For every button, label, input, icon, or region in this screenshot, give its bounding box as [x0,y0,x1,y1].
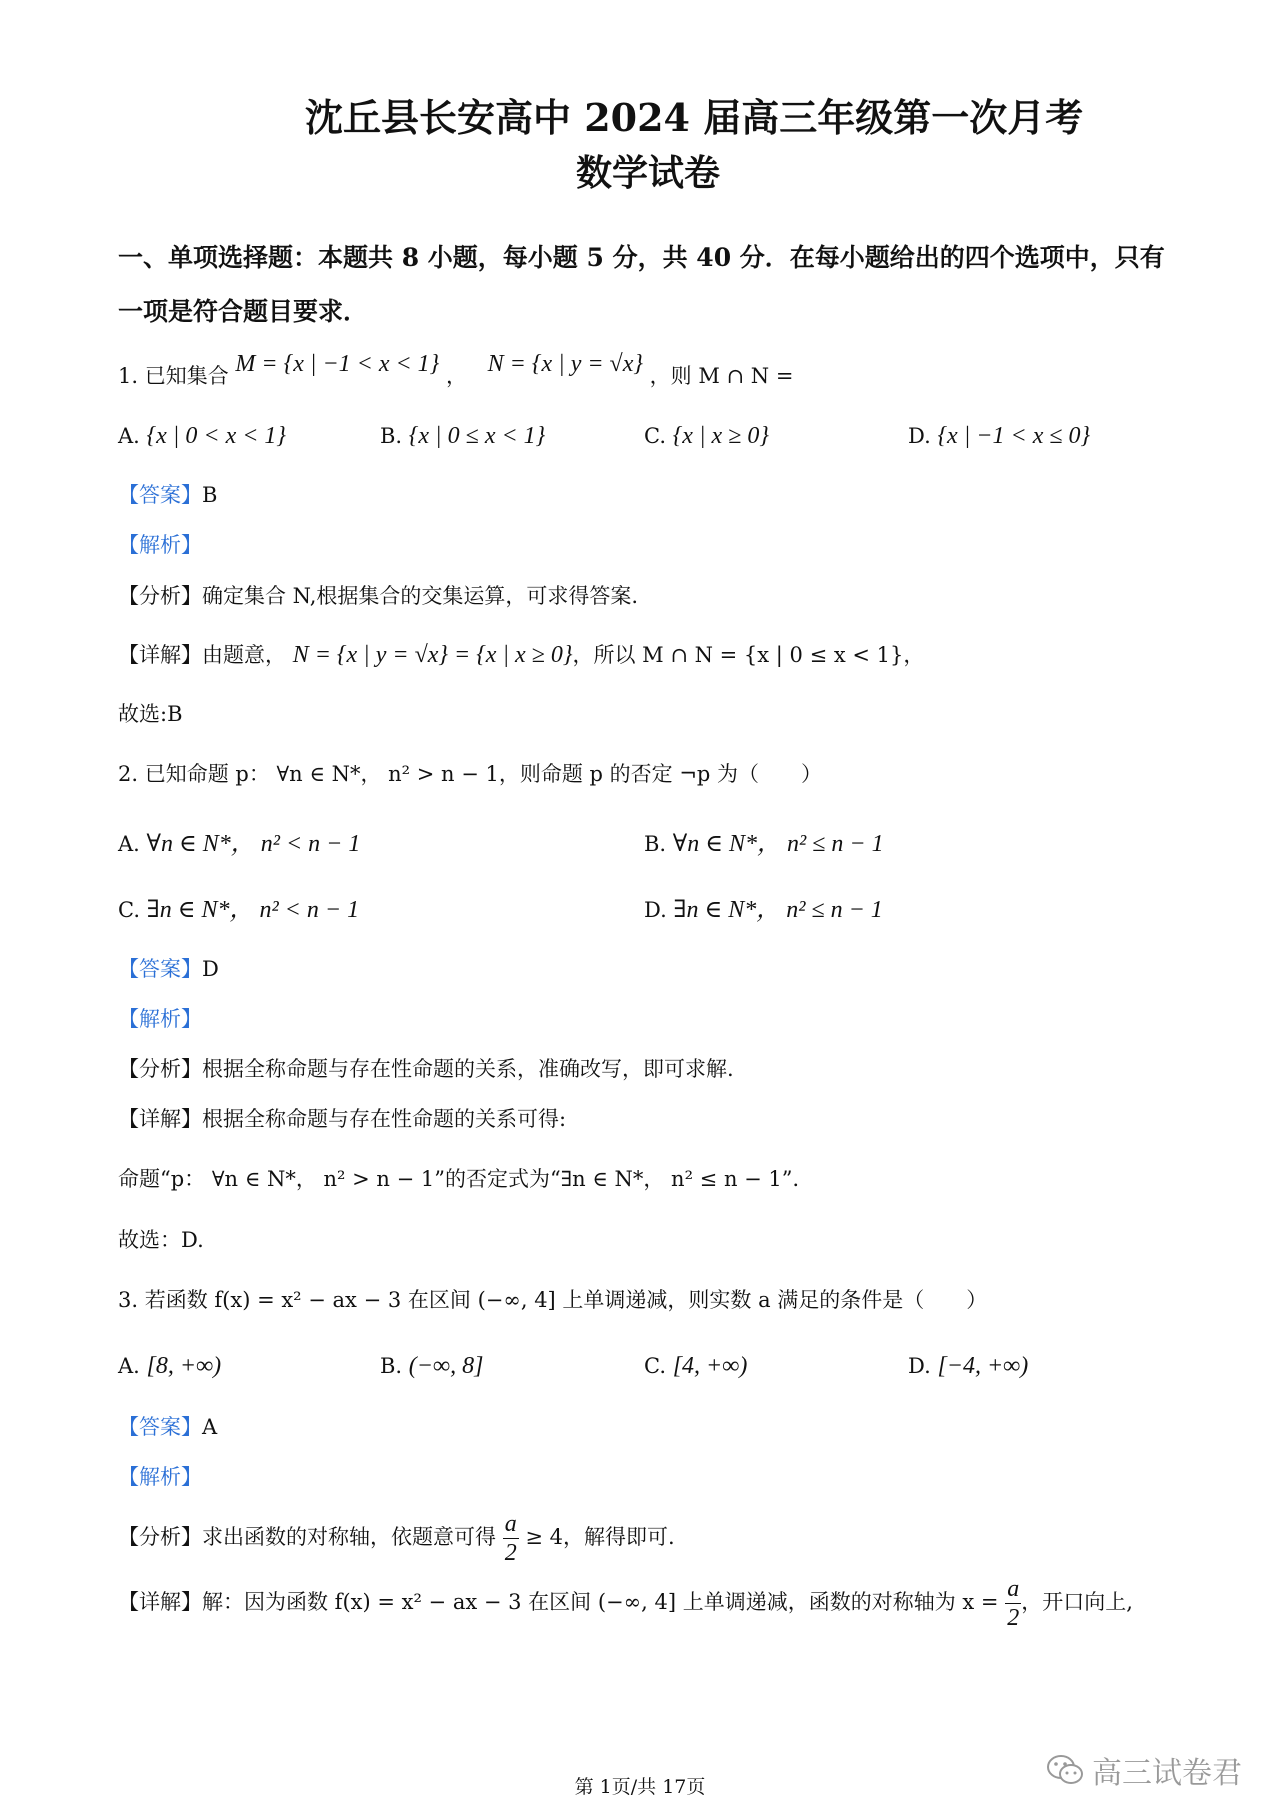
question-2-stem: 2. 已知命题 p： ∀n ∈ N*， n² > n − 1，则命题 p 的否定 ¬p 为（ ） [118,762,823,786]
q1-xiangjie-a: 由题意， [202,643,286,667]
q3-fenxi-b: ≥ 4，解得即可. [525,1525,675,1549]
q2-options-row2 [118,896,1218,926]
answer-label: 【答案】 [118,483,202,507]
q3-option-d: D. [−4, +∞) [908,1353,1029,1379]
q1-fenxi [118,584,638,609]
q2-option-c: C. ∃n ∈ N*， n² < n − 1 [118,897,360,923]
q2-options-row1 [118,830,1218,860]
question-3-stem: 3. 若函数 f(x) = x² − ax − 3 在区间 (−∞, 4] 上单调递减，则实数 a 满足的条件是（ ） [118,1288,988,1312]
q2-answer [118,957,219,982]
q1-answer [118,483,217,508]
page-number: 第 1页/共 17页 [574,1776,706,1798]
q2-xiangjie [118,1107,566,1132]
q3-xiangjie-fraction: $\frac{a}{2}$ [1007,1576,1020,1631]
q3-answer-value: A [202,1415,218,1439]
answer-label: 【答案】 [118,957,202,981]
q2-answer-value: D [202,957,219,981]
q1-stem-suffix: ，则 M ∩ N = [649,364,794,388]
xiangjie-label: 【详解】 [118,1590,202,1614]
q1-xiangjie [118,641,924,670]
watermark [1046,1748,1242,1792]
q1-xiangjie-b: ，所以 M ∩ N = {x | 0 ≤ x < 1}， [572,643,925,667]
q1-option-a: A. {x | 0 < x < 1} [118,423,287,449]
q2-statement: 命题“p： ∀n ∈ N*， n² > n − 1”的否定式为“∃n ∈ N*， n² ≤ n − 1”． [118,1167,814,1191]
q1-conclusion: 故选:B [118,702,183,726]
page-title: 沈丘县长安高中 2024 届高三年级第一次月考 [305,95,1084,140]
question-1-stem [118,351,794,391]
q1-answer-value: B [202,483,218,507]
q3-option-c: C. [4, +∞) [644,1353,748,1379]
page-subtitle: 数学试卷 [576,152,721,194]
q3-options [118,1352,1218,1382]
q2-fenxi-text: 根据全称命题与存在性命题的关系，准确改写，即可求解. [202,1057,734,1081]
q1-option-c: C. {x | x ≥ 0} [644,423,769,449]
watermark-text: 高三试卷君 [1092,1756,1242,1791]
q3-fenxi-fraction: $\frac{a}{2}$ [504,1511,517,1566]
q2-option-d: D. ∃n ∈ N*， n² ≤ n − 1 [644,897,883,923]
section-heading-line1: 一、单项选择题：本题共 8 小题，每小题 5 分，共 40 分．在每小题给出的四个选项中，只有 [118,243,1165,272]
q1-option-d: D. {x | −1 < x ≤ 0} [908,423,1091,449]
q2-xiangjie-text: 根据全称命题与存在性命题的关系可得: [202,1107,567,1131]
q3-analysis-label: 【解析】 [118,1465,202,1489]
section-heading-line2: 一项是符合题目要求． [118,297,369,326]
fenxi-label: 【分析】 [118,1057,202,1081]
q3-fenxi [118,1512,675,1565]
q1-analysis-label: 【解析】 [118,533,202,557]
q1-fenxi-text: 确定集合 N,根据集合的交集运算，可求得答案. [202,584,639,608]
q3-option-a: A. [8, +∞) [118,1353,222,1379]
xiangjie-label: 【详解】 [118,643,202,667]
q1-stem-prefix: 1. 已知集合 [118,364,229,388]
q3-xiangjie-b: ，开口向上, [1021,1590,1133,1614]
q3-xiangjie-a: 解：因为函数 f(x) = x² − ax − 3 在区间 (−∞, 4] 上单调递减，函数的对称轴为 x = [202,1590,999,1614]
xiangjie-label: 【详解】 [118,1107,202,1131]
q2-analysis-label: 【解析】 [118,1007,202,1031]
q3-xiangjie [118,1577,1133,1630]
q3-option-b: B. (−∞, 8] [380,1353,484,1379]
q1-option-b: B. {x | 0 ≤ x < 1} [380,423,546,449]
q2-option-a: A. ∀n ∈ N*， n² < n − 1 [118,831,361,857]
q1-xiangjie-math: N = {x | y = √x} = {x | x ≥ 0} [292,642,573,668]
wechat-icon [1046,1753,1084,1787]
q3-answer [118,1415,217,1440]
answer-label: 【答案】 [118,1415,202,1439]
q1-set-m: M = {x | −1 < x < 1} [235,351,440,377]
fenxi-label: 【分析】 [118,1525,202,1549]
fenxi-label: 【分析】 [118,584,202,608]
q1-set-n: N = {x | y = √x} [487,351,643,377]
q3-fenxi-a: 求出函数的对称轴，依题意可得 [202,1525,496,1549]
q2-option-b: B. ∀n ∈ N*， n² ≤ n − 1 [644,831,884,857]
q2-conclusion: 故选：D. [118,1228,204,1252]
q2-fenxi [118,1057,734,1082]
q1-options [118,422,1218,452]
q1-comma: ， [445,364,467,388]
